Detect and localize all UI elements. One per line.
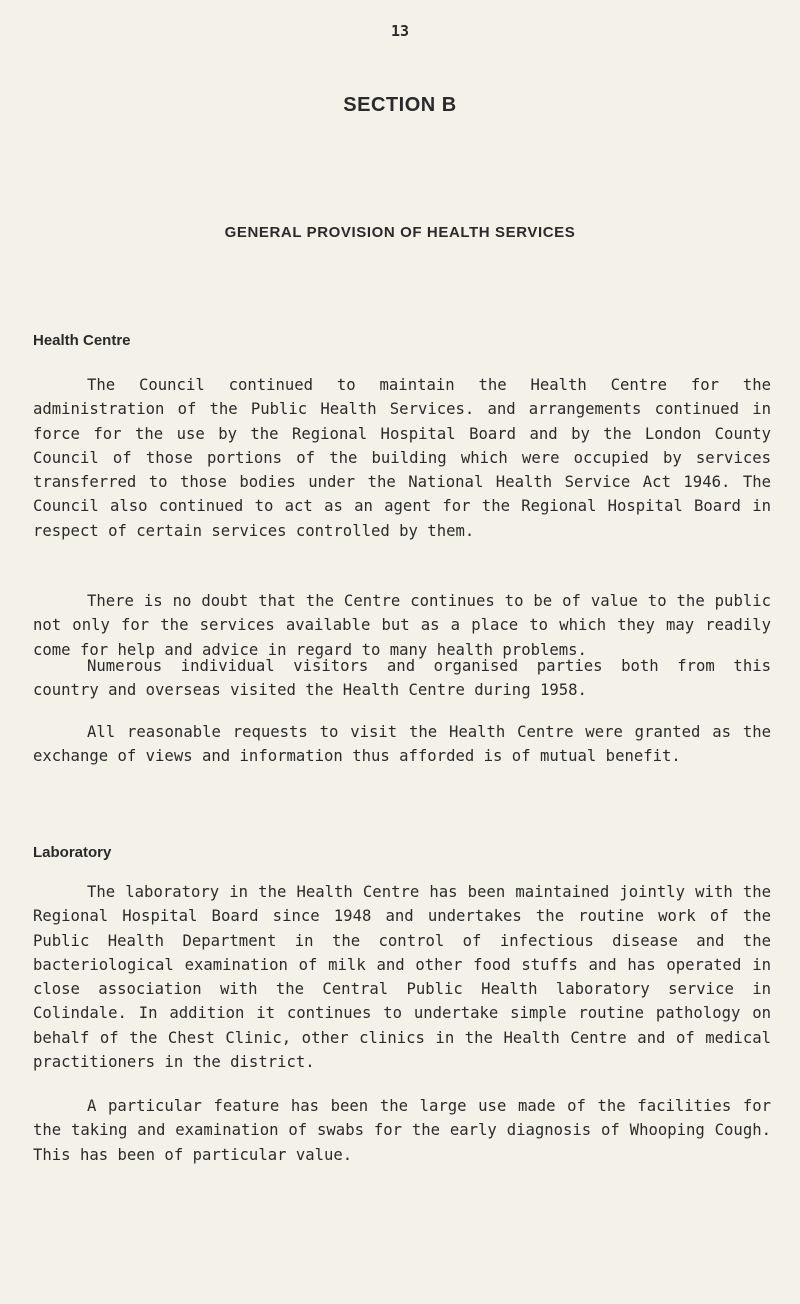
health-centre-paragraph-4: All reasonable requests to visit the Health Centre were granted as the exchange of views and information thus afforded is of mutual benefit. [33, 723, 771, 766]
health-centre-paragraph-3: Numerous individual visitors and organised parties both from this country and overseas visited the Health Centre during 1958. [33, 657, 771, 700]
laboratory-paragraph-1: The laboratory in the Health Centre has been maintained jointly with the Regional Hospital Board since 1948 and undertakes the routine work of the Public Health Department in the control of infectious disease and the bacteriological examination of milk and other food stuffs and has operated in close association with the Central Public Health laboratory service in Colindale. In addition it continues to undertake simple routine pathology on behalf of the Chest Clinic, other clinics in the Health Centre and of medical practitioners in the district. [33, 883, 771, 1072]
health-centre-paragraph-1: The Council continued to maintain the Health Centre for the administration of the Public Health Services. and arrangements continued in force for the use by the Regional Hospital Board and by the London County Council of those portions of the building which were occupied by services transferred to those bodies under the National Health Service Act 1946. The Council also continued to act as an agent for the Regional Hospital Board in respect of certain services controlled by them. [33, 376, 771, 540]
heading-health-centre: Health Centre [33, 332, 131, 349]
section-subtitle: GENERAL PROVISION OF HEALTH SERVICES [224, 224, 576, 241]
section-title: SECTION B [343, 94, 457, 116]
health-centre-paragraph-2: There is no doubt that the Centre continues to be of value to the public not only for the services available but as a place to which they may readily come for help and advice in regard to many health problems. [33, 592, 771, 659]
heading-laboratory: Laboratory [33, 844, 112, 861]
laboratory-paragraph-2: A particular feature has been the large use made of the facilities for the taking and examination of swabs for the early diagnosis of Whooping Cough. This has been of particular value. [33, 1097, 771, 1164]
page-number: 13 [390, 22, 410, 40]
